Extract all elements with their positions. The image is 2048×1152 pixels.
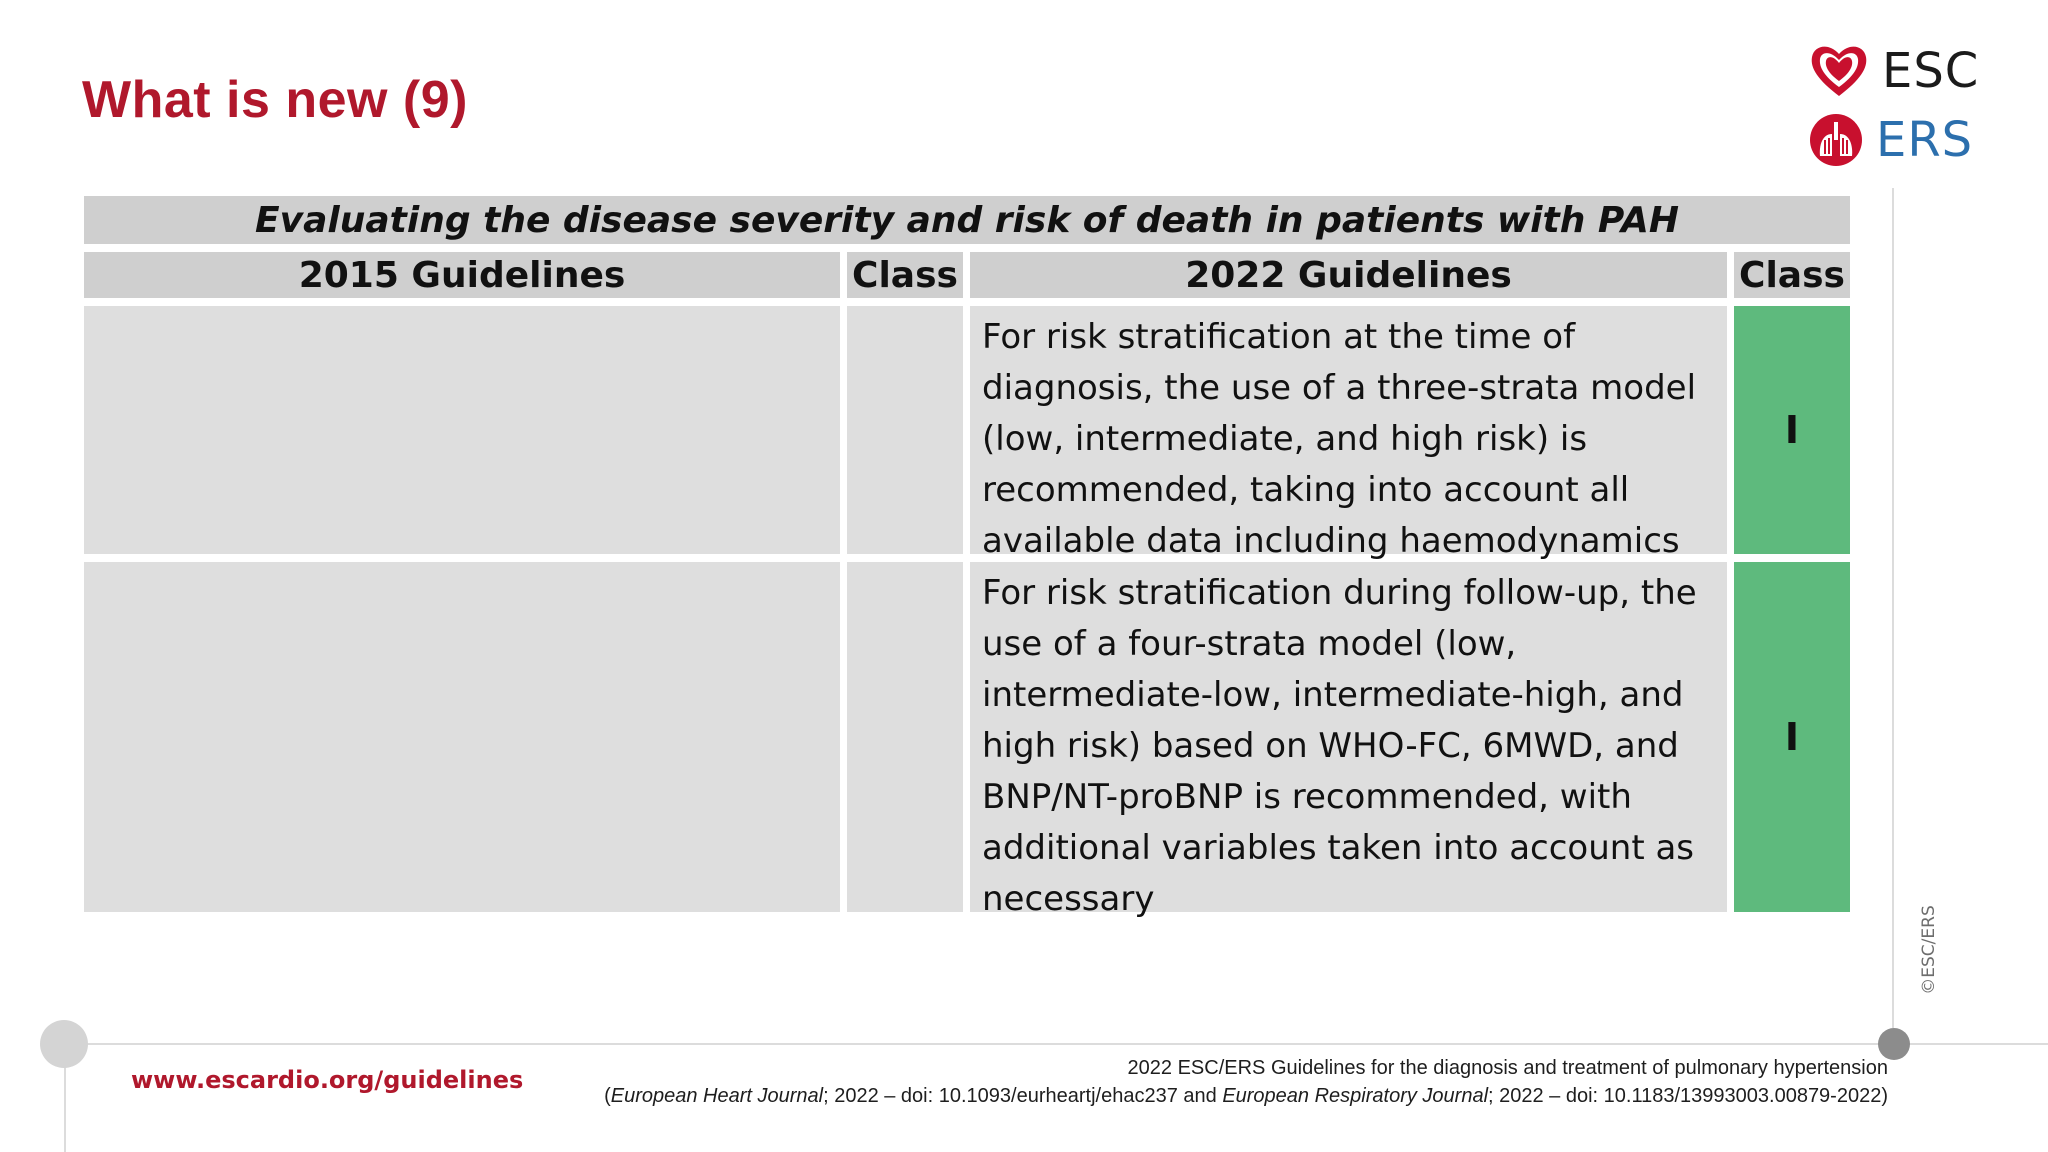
table-row-1-2022-class-badge: I xyxy=(1734,306,1850,554)
table-row-2-2022-recommendation: For risk stratification during follow-up, the use of a four-strata model (low, intermediate-low, intermediate-high, and high risk) based on WHO-FC, 6MWD, and BNP/NT-proBNP is recommended, with additional variables taken into account as necessary xyxy=(970,562,1727,912)
citation-journal-1: European Heart Journal xyxy=(610,1085,824,1107)
heart-icon xyxy=(1808,40,1870,102)
citation-doi-2: ; 2022 – doi: 10.1183/13993003.00879-2022) xyxy=(1488,1085,1888,1107)
table-row-1-2015-class xyxy=(847,306,963,554)
table-row-1-2015-guideline xyxy=(84,306,840,554)
ers-logo-text: ERS xyxy=(1876,112,1974,168)
esc-logo-text: ESC xyxy=(1882,43,1980,99)
table-row-1-2022-recommendation: For risk stratification at the time of diagnosis, the use of a three-strata model (low, intermediate, and high risk) is recommended, taking into account all available data including haemodynamics xyxy=(970,306,1727,554)
column-header-2015-class: Class xyxy=(847,252,963,298)
citation-line-1: 2022 ESC/ERS Guidelines for the diagnosis and treatment of pulmonary hypertension xyxy=(1127,1057,1888,1079)
esc-ers-logo xyxy=(1808,40,2008,170)
slide-title: What is new (9) xyxy=(82,71,468,129)
guidelines-url-link[interactable]: www.escardio.org/guidelines xyxy=(131,1066,524,1094)
table-title: Evaluating the disease severity and risk of death in patients with PAH xyxy=(84,196,1850,244)
lungs-icon xyxy=(1808,112,1864,168)
citation-doi-1: ; 2022 – doi: 10.1093/eurheartj/ehac237 and xyxy=(823,1085,1223,1107)
table-row-2-2015-class xyxy=(847,562,963,912)
copyright-label: ©ESC/ERS xyxy=(1919,905,1939,995)
right-divider-line xyxy=(1892,188,1894,1028)
citation-journal-2: European Respiratory Journal xyxy=(1222,1085,1489,1107)
citation-line-2 xyxy=(604,1085,1888,1108)
column-header-2022-class: Class xyxy=(1734,252,1850,298)
column-header-2015-guidelines: 2015 Guidelines xyxy=(84,252,840,298)
ers-logo xyxy=(1808,112,1973,168)
table-row-2-2015-guideline xyxy=(84,562,840,912)
citation-open-paren: ( xyxy=(604,1085,611,1107)
right-circle-ornament xyxy=(1878,1028,1910,1060)
left-circle-ornament xyxy=(40,1020,88,1068)
footer-divider-line xyxy=(64,1043,2048,1045)
column-header-2022-guidelines: 2022 Guidelines xyxy=(970,252,1727,298)
esc-logo xyxy=(1808,40,1979,102)
table-row-2-2022-class-badge: I xyxy=(1734,562,1850,912)
